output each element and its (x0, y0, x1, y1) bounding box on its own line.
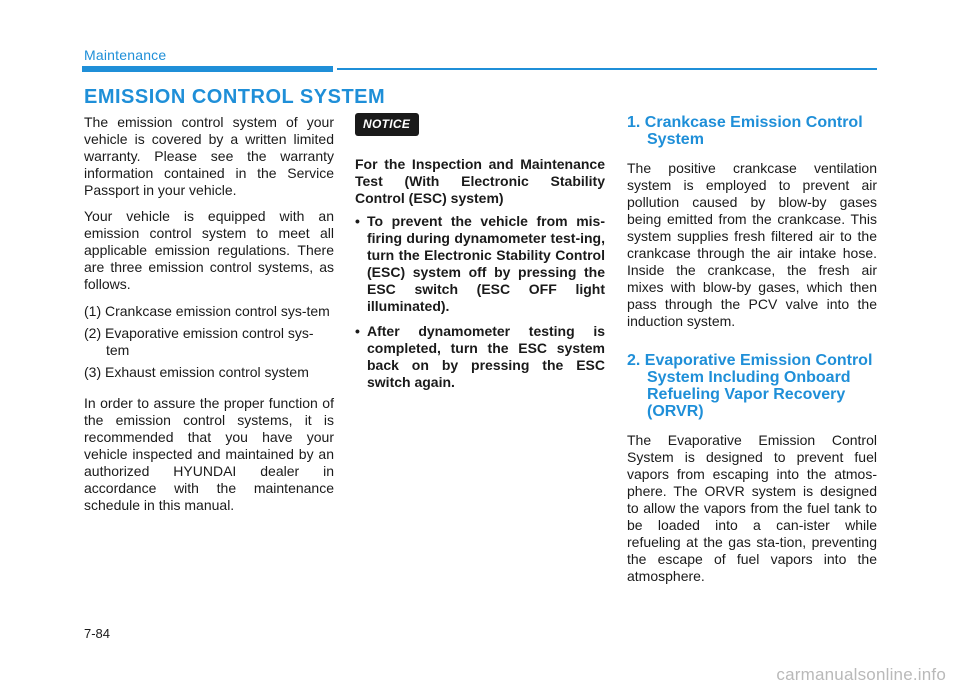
maintenance-paragraph: In order to assure the proper function of the emission control systems, it is recommended that you have your vehicle inspected and maintained by an authorized HYUNDAI dealer in accordance with the maintenance schedule in this manual. (84, 395, 334, 513)
notice-title: For the Inspection and Maintenance Test (With Electronic Stability Control (ESC) system) (355, 156, 605, 206)
systems-paragraph: Your vehicle is equipped with an emission control system to meet all applicable emission regulations. There are three emission control systems, as follows. (84, 208, 334, 292)
column-left (84, 114, 334, 523)
intro-paragraph: The emission control system of your vehicle is covered by a written limited warranty. Please see the warranty information contained in the Service Passport in your vehicle. (84, 114, 334, 198)
list-item: (1) Crankcase emission control sys-tem (84, 303, 330, 319)
notice-badge: NOTICE (355, 113, 419, 136)
list-item: (3) Exhaust emission control system (84, 364, 309, 380)
notice-bullets (355, 213, 605, 391)
section-label: Maintenance (84, 47, 167, 63)
page-number: 7-84 (84, 626, 111, 641)
heading-crankcase: 1. Crankcase Emission Control System (627, 114, 863, 148)
page-title: EMISSION CONTROL SYSTEM (84, 86, 386, 108)
evaporative-paragraph: The Evaporative Emission Control System is designed to prevent fuel vapors from escaping into the atmos-phere. The ORVR system is designed to allow the vapors from the fuel tank to be loaded into a can-ister while refueling at the gas sta-tion, preventing the escape of fuel vapors into the atmosphere. (627, 432, 877, 584)
list-item: (2) Evaporative emission control sys-tem (84, 325, 314, 358)
list-item: • To prevent the vehicle from mis-firing during dynamometer test-ing, turn the Electronic Stability Control (ESC) system off by pressing the ESC switch (ESC OFF light illuminated). (355, 213, 605, 315)
systems-list (84, 303, 334, 381)
column-middle (355, 113, 605, 399)
header-rule-thick (82, 66, 333, 72)
column-right (627, 114, 877, 594)
watermark-link[interactable]: carmanualsonline.info (776, 665, 946, 684)
heading-evaporative: 2. Evaporative Emission Control System Including Onboard Refueling Vapor Recovery (ORVR) (627, 352, 873, 420)
list-item: • After dynamometer testing is completed, turn the ESC system back on by pressing the ESC switch again. (355, 323, 605, 391)
crankcase-paragraph: The positive crankcase ventilation system is employed to prevent air pollution caused by blow-by gases being emitted from the crankcase. This system supplies fresh filtered air to the crankcase through the air intake hose. Inside the crankcase, the fresh air mixes with blow-by gases, which then pass through the PCV valve into the induction system. (627, 160, 877, 329)
header-rule-thin (337, 68, 877, 70)
